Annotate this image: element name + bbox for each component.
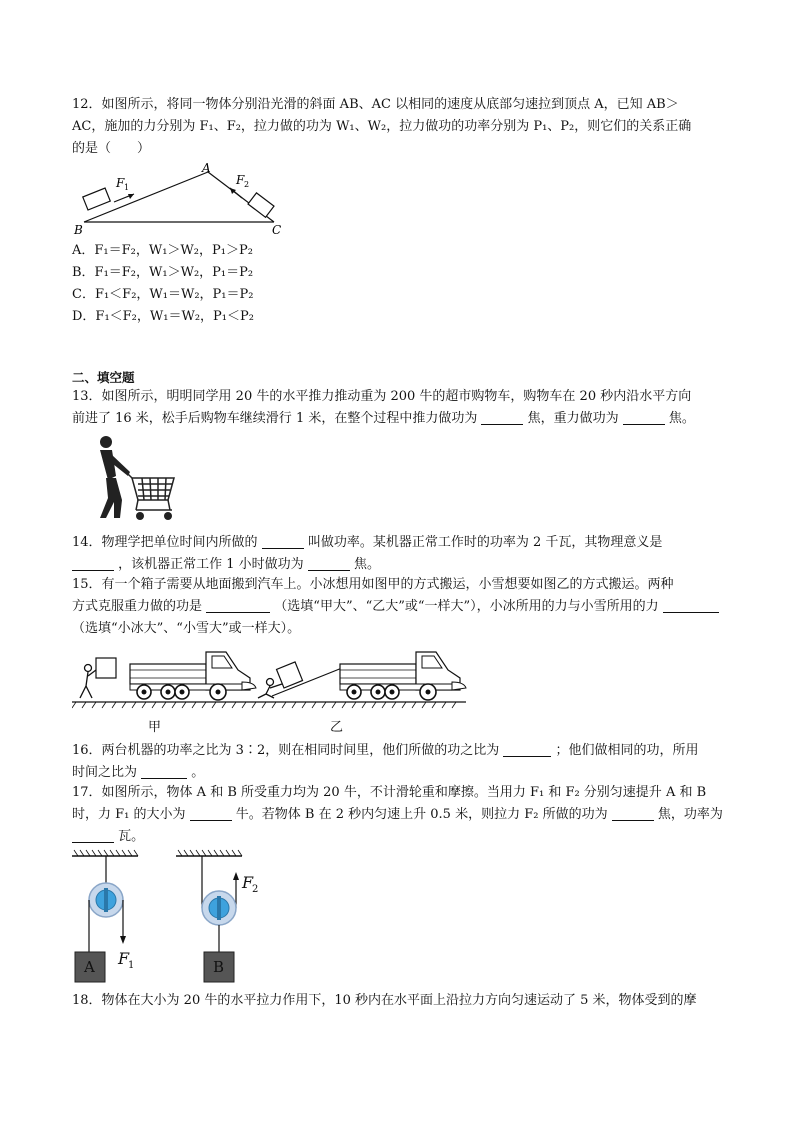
q17-blank-3[interactable] [72,828,114,843]
q17-line-3 [72,826,722,848]
block-a-label: A [84,958,95,976]
question-16 [72,740,722,784]
q13-line-2 [72,408,722,430]
q14-line-2a: ，该机器正常工作 1 小时做功为 [118,557,304,572]
q13-line-1: 13．如图所示，明明同学用 20 牛的水平推力推动重为 200 牛的超市购物车，购物车在 20 秒内沿水平方向 [72,389,692,404]
label-pulley-f2-sub: 2 [252,884,259,895]
q15-blank-2[interactable] [663,598,719,613]
label-b: B [74,223,83,237]
block-on-ac [248,193,274,217]
pulley-figure [70,848,270,984]
q16-line-2 [72,762,722,784]
ground-hatch [72,702,456,708]
q17-line-2 [72,804,722,826]
q14-blank-1[interactable] [262,534,304,549]
shopping-cart-figure [86,436,186,526]
label-c: C [272,223,282,237]
person-jia [80,665,96,699]
section-title: 二、填空题 [72,370,135,385]
q14-line-1a: 14．物理学把单位时间内所做的 [72,535,258,550]
truck-loading-figure [72,636,468,712]
q14-blank-3[interactable] [308,556,350,571]
cart [126,472,174,510]
q16-line-2b: 。 [191,765,205,780]
q13-blank-2[interactable] [623,410,665,425]
label-f2-sub: 2 [244,180,250,189]
ceiling-right-hatch [178,850,242,856]
label-pulley-f1-sub: 1 [128,960,135,971]
truck-yi [340,652,466,700]
q12-option-a[interactable]: A．F₁＝F₂，W₁＞W₂，P₁＞P₂ [72,243,253,258]
question-15 [72,574,722,640]
question-14 [72,532,722,576]
q12-option-d[interactable]: D．F₁＜F₂，W₁＝W₂，P₁＜P₂ [72,309,254,324]
q14-blank-2[interactable] [72,556,114,571]
q12-line-1: 12．如图所示，将同一物体分别沿光滑的斜面 AB、AC 以相同的速度从底部匀速拉到顶点 A，已知 AB＞ [72,97,679,112]
cart-wheel-2 [164,512,172,520]
pulley-b-axle [217,896,221,920]
q16-line-1b: ；他们做相同的功，所用 [555,743,699,758]
q16-blank-1[interactable] [503,742,551,757]
question-13 [72,386,722,430]
q14-line-2b: 焦。 [353,557,380,572]
q15-line-3: （选填“小冰大”、“小雪大”或一样大）。 [72,621,301,636]
q16-line-2a: 时间之比为 [72,765,138,780]
cart-wheel-1 [136,512,144,520]
q16-line-1 [72,740,722,762]
q18-line-1: 18．物体在大小为 20 牛的水平拉力作用下，10 秒内在水平面上沿拉力方向匀速运动了 5 米，物体受到的摩 [72,993,697,1008]
q14-line-1 [72,532,722,554]
truck-jia [130,652,256,700]
pulley-a-axle [104,888,108,912]
block-b-label: B [213,958,225,976]
q17-line-1: 17．如图所示，物体 A 和 B 所受重力均为 20 牛，不计滑轮重和摩擦。当用力 F₁ 和 F₂ 分别匀速提升 A 和 B [72,785,707,800]
q14-line-2 [72,554,722,576]
label-pulley-f1: F [118,949,130,968]
question-12 [72,94,722,160]
arrow-f2-head-pulley [233,872,239,880]
label-a: A [202,161,211,175]
caption-jia: 甲 [148,720,162,735]
q15-line-2b: （选填“甲大”、“乙大”或“一样大”），小冰所用的力与小雪所用的力 [274,599,659,614]
q15-line-1: 15．有一个箱子需要从地面搬到汽车上。小冰想用如图甲的方式搬运，小雪想要如图乙的方式搬运。两种 [72,577,674,592]
q13-line-2c: 焦。 [668,411,695,426]
label-pulley-f2: F [242,873,254,892]
q13-blank-1[interactable] [481,410,523,425]
question-17 [72,782,722,848]
ceiling-left-hatch [74,850,138,856]
caption-yi: 乙 [330,720,344,735]
q12-line-3: 的是（ ） [72,141,151,156]
q17-blank-1[interactable] [190,806,232,821]
q17-line-2a: 时，力 F₁ 的大小为 [72,807,186,822]
q14-line-1b: 叫做功率。某机器正常工作时的功率为 2 千瓦，其物理意义是 [307,535,663,550]
label-f2: F [236,173,245,187]
question-18 [72,990,722,1012]
q13-line-2a: 前进了 16 米，松手后购物车继续滑行 1 米，在整个过程中推力做功为 [72,411,478,426]
block-on-ab [83,188,110,210]
person-head [100,436,112,448]
arrow-f1-head-pulley [120,936,126,944]
person-torso [100,450,116,480]
label-f1-sub: 1 [124,183,130,192]
q16-blank-2[interactable] [141,764,187,779]
q13-line-2b: 焦，重力做功为 [527,411,619,426]
q15-blank-1[interactable] [206,598,270,613]
q17-line-2c: 焦，功率为 [657,807,723,822]
q12-option-c[interactable]: C．F₁＜F₂，W₁＝W₂，P₁＝P₂ [72,287,254,302]
label-f1: F [116,176,125,190]
q16-line-1a: 16．两台机器的功率之比为 3∶2，则在相同时间里，他们所做的功之比为 [72,743,500,758]
q17-line-3-unit: 瓦。 [118,829,145,844]
q17-line-2b: 牛。若物体 B 在 2 秒内匀速上升 0.5 米，则拉力 F₂ 所做的功为 [235,807,608,822]
q12-option-b[interactable]: B．F₁＝F₂，W₁＞W₂，P₁＝P₂ [72,265,254,280]
q17-blank-2[interactable] [612,806,654,821]
box-jia [96,658,116,678]
q15-line-2 [72,596,722,618]
person-yi [258,679,282,699]
incline-figure [72,160,292,240]
q15-line-2a: 方式克服重力做的功是 [72,599,203,614]
q12-line-2: AC，施加的力分别为 F₁、F₂，拉力做的功为 W₁、W₂，拉力做功的功率分别为 P₁、P₂，则它们的关系正确 [72,119,692,134]
